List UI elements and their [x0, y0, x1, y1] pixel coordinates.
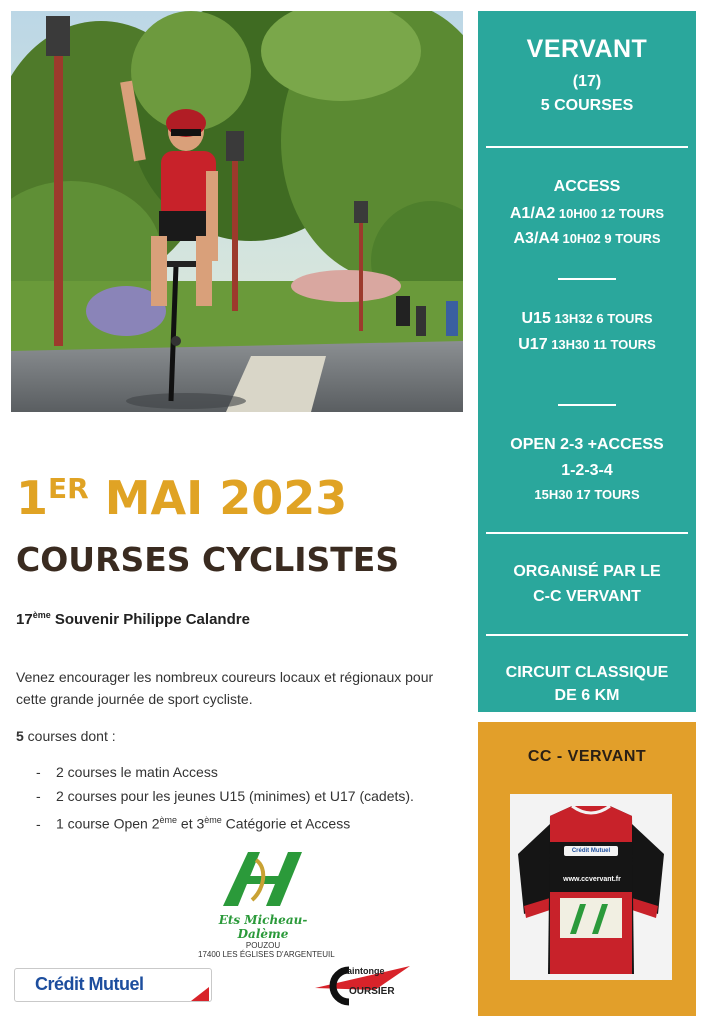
- intro-paragraph: Venez encourager les nombreux coureurs locaux et régionaux pour cette grande journée de sport cycliste.: [16, 669, 434, 707]
- jersey-bank-text: Crédit Mutuel: [571, 848, 611, 854]
- list-item: - 2 courses le matin Access: [36, 764, 218, 780]
- race-a3-a4: A3/A4 10H02 9 TOURS: [513, 230, 661, 247]
- cyclist-photo-illustration: [11, 11, 463, 412]
- divider: [558, 278, 616, 280]
- micheau-logo-icon: [218, 850, 308, 908]
- saintonge-bottom-text: OURSIER: [349, 986, 395, 997]
- jersey-image: [510, 794, 672, 980]
- organizer-line1: ORGANISÉ PAR LE: [513, 563, 661, 580]
- micheau-name: Ets Micheau-Dalème: [218, 913, 308, 941]
- club-name: CC - VERVANT: [527, 748, 647, 765]
- divider: [486, 146, 688, 148]
- circuit-line2: DE 6 KM: [554, 687, 620, 704]
- courses-list: [36, 760, 414, 836]
- saintonge-top-text: aintonge: [347, 966, 385, 976]
- jersey-icon: [510, 794, 672, 980]
- courses-total: 5 COURSES: [540, 97, 634, 114]
- micheau-town: POUZOU: [245, 941, 281, 950]
- list-item: - 2 courses pour les jeunes U15 (minimes) et U17 (cadets).: [36, 788, 414, 804]
- hero-photo: [11, 11, 463, 412]
- organizer-line2: C-C VERVANT: [533, 588, 641, 605]
- micheau-address: 17400 LES ÉGLISES D'ARGENTEUIL: [198, 950, 335, 959]
- list-item: - 1 course Open 2ème et 3ème Catégorie et Access: [36, 815, 351, 832]
- race-u17: U17 13H30 11 TOURS: [518, 336, 656, 353]
- department-number: (17): [572, 73, 602, 90]
- club-jersey-panel: [478, 722, 696, 1016]
- souvenir-line: 17ème Souvenir Philippe Calandre: [16, 610, 250, 628]
- sponsor-saintonge-coursier: [315, 960, 415, 1010]
- divider: [486, 634, 688, 636]
- courses-count: 5 courses dont :: [16, 728, 116, 744]
- race-u15: U15 13H32 6 TOURS: [521, 310, 653, 327]
- race-a1-a2: A1/A2 10H00 12 TOURS: [509, 205, 665, 222]
- event-date-headline: 1ER MAI 2023: [16, 471, 348, 525]
- sponsor-micheau-daleme: [198, 850, 335, 959]
- event-title: COURSES CYCLISTES: [16, 540, 400, 579]
- race-schedule-panel: [478, 11, 696, 712]
- access-heading: ACCESS: [553, 178, 621, 195]
- divider: [486, 532, 688, 534]
- race-open-time: 15H30 17 TOURS: [534, 487, 640, 502]
- credit-mutuel-swoosh-icon: [191, 983, 209, 1001]
- credit-mutuel-text: Crédit Mutuel: [35, 974, 144, 994]
- race-open-line1: OPEN 2-3 +ACCESS: [510, 436, 664, 453]
- town-title: VERVANT: [526, 35, 648, 63]
- jersey-url-text: www.ccvervant.fr: [563, 876, 621, 883]
- sponsor-credit-mutuel: [14, 968, 212, 1002]
- race-open-line2: 1-2-3-4: [561, 462, 613, 479]
- divider: [558, 404, 616, 406]
- circuit-line1: CIRCUIT CLASSIQUE: [505, 664, 669, 681]
